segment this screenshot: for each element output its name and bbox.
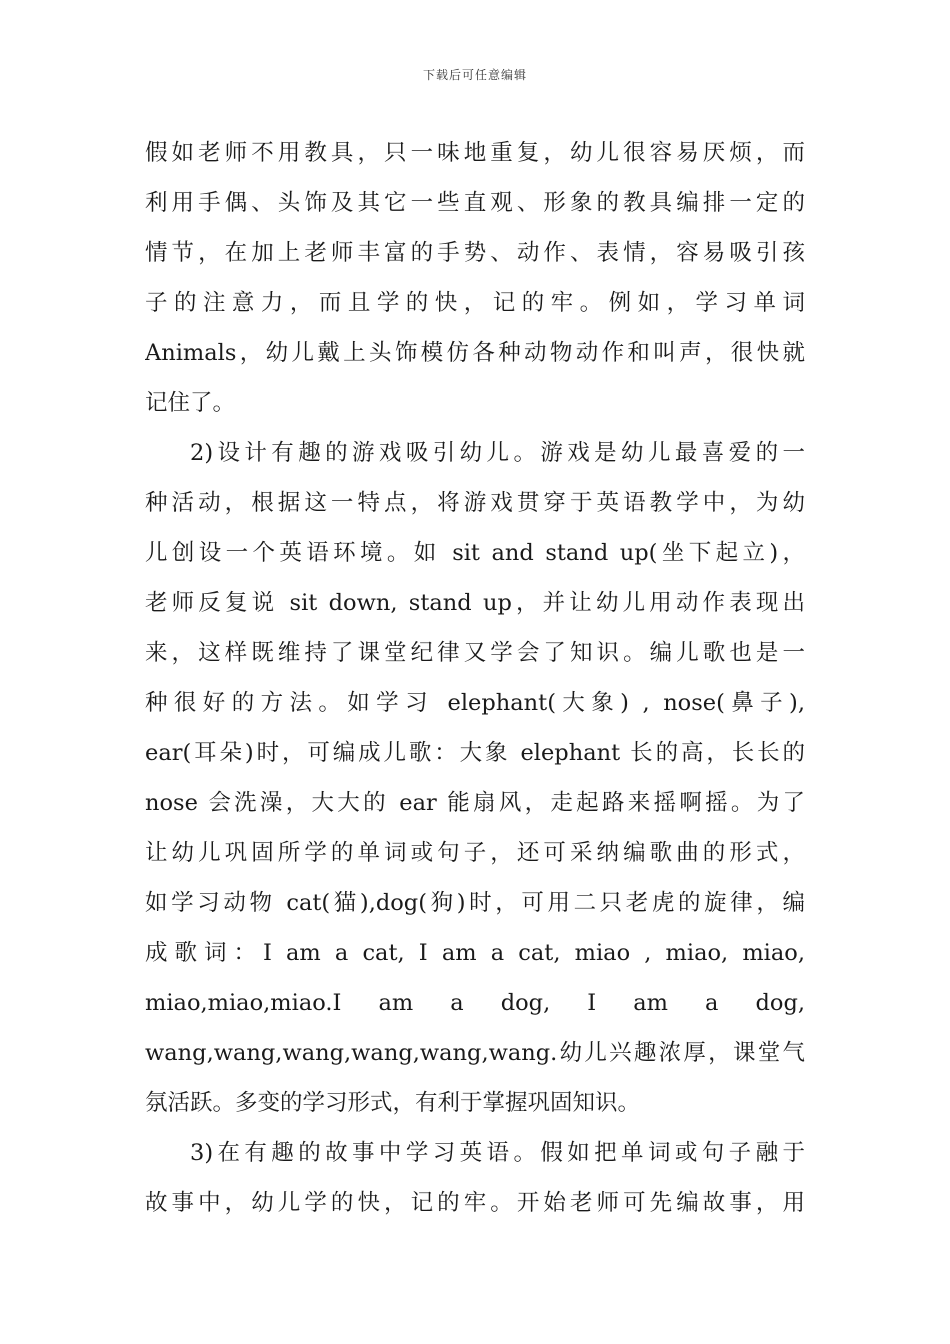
text-line: miao,miao,miao.I am a dog, I am a dog, <box>145 990 805 1016</box>
text-line: 儿创设一个英语环境。如 sit and stand up(坐下起立)， <box>145 540 805 566</box>
text-line: 故事中，幼儿学的快，记的牢。开始老师可先编故事，用 <box>145 1190 805 1216</box>
text-line: 子的注意力，而且学的快，记的牢。例如，学习单词 <box>145 290 805 316</box>
text-line: 情节，在加上老师丰富的手势、动作、表情，容易吸引孩 <box>145 240 805 266</box>
text-line: Animals，幼儿戴上头饰模仿各种动物动作和叫声，很快就 <box>145 340 805 366</box>
text-line: 成歌词：I am a cat, I am a cat, miao , miao, miao, <box>145 940 805 966</box>
text-line: 假如老师不用教具，只一味地重复，幼儿很容易厌烦，而 <box>145 140 805 166</box>
text-line: 来，这样既维持了课堂纪律又学会了知识。编儿歌也是一 <box>145 640 805 666</box>
text-line: 种很好的方法。如学习 elephant(大象) , nose(鼻子), <box>145 690 805 716</box>
text-line: ear(耳朵)时，可编成儿歌：大象 elephant 长的高，长长的 <box>145 740 805 766</box>
text-line: 记住了。 <box>145 390 236 416</box>
text-line: wang,wang,wang,wang,wang,wang.幼儿兴趣浓厚，课堂气 <box>145 1040 805 1066</box>
text-line: 让幼儿巩固所学的单词或句子，还可采纳编歌曲的形式， <box>145 840 805 866</box>
text-line: nose 会洗澡，大大的 ear 能扇风，走起路来摇啊摇。为了 <box>145 790 805 816</box>
text-line: 老师反复说 sit down, stand up，并让幼儿用动作表现出 <box>145 590 805 616</box>
document-body <box>145 128 805 1228</box>
paragraph-start-line: 2)设计有趣的游戏吸引幼儿。游戏是幼儿最喜爱的一 <box>190 440 805 466</box>
text-line: 如学习动物 cat(猫),dog(狗)时，可用二只老虎的旋律，编 <box>145 890 805 916</box>
text-line: 氛活跃。多变的学习形式，有利于掌握巩固知识。 <box>145 1090 641 1116</box>
paragraph-start-line: 3)在有趣的故事中学习英语。假如把单词或句子融于 <box>190 1140 805 1166</box>
page-header-note: 下载后可任意编辑 <box>422 68 527 82</box>
text-line: 种活动，根据这一特点，将游戏贯穿于英语教学中，为幼 <box>145 490 805 516</box>
text-line: 利用手偶、头饰及其它一些直观、形象的教具编排一定的 <box>145 190 805 216</box>
